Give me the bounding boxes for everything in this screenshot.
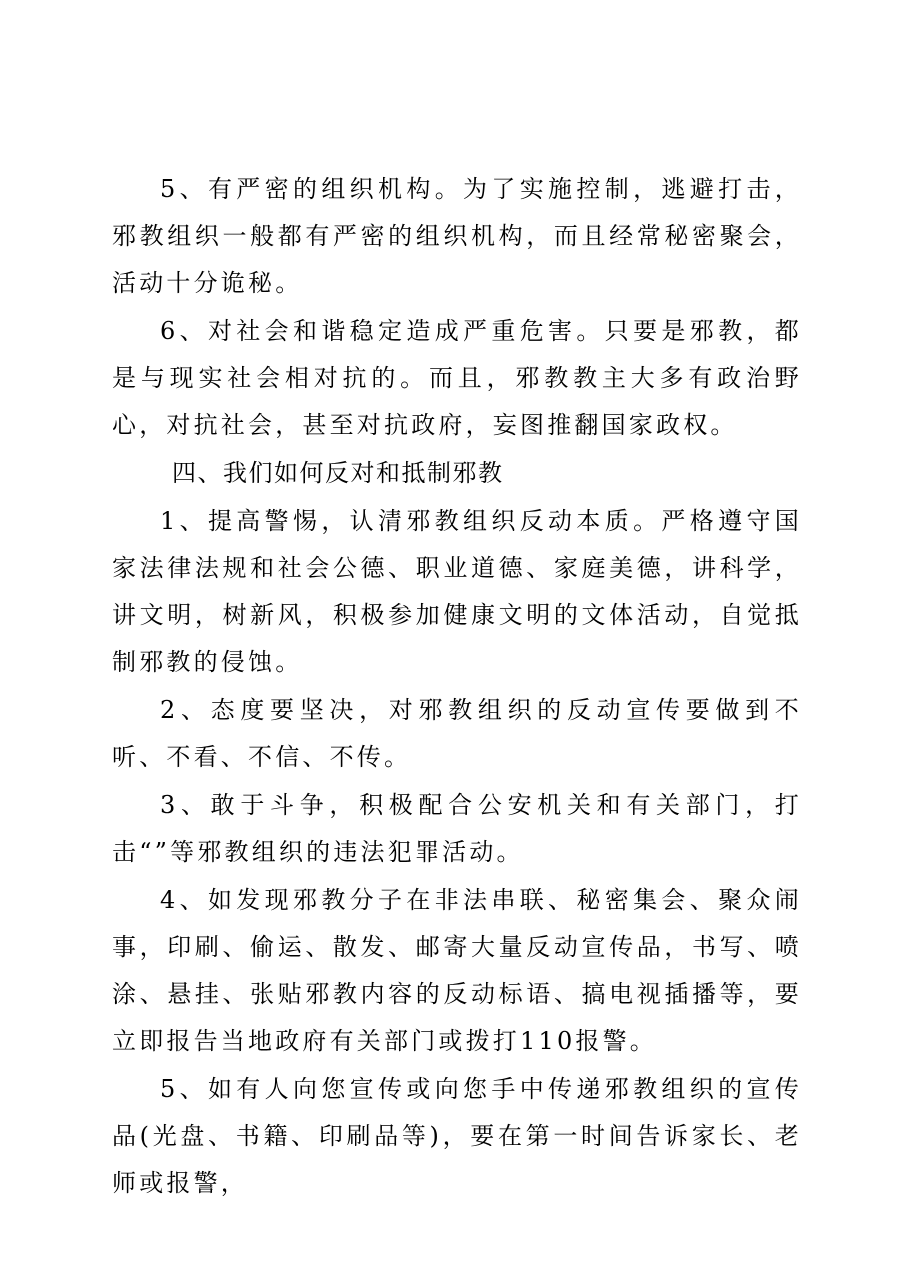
paragraph-6-social-harm: 6、对社会和谐稳定造成严重危害。只要是邪教，都是与现实社会相对抗的。而且，邪教教主大多有政治野心，对抗社会，甚至对抗政府，妄图推翻国家政权。 — [112, 317, 802, 439]
document-body — [112, 166, 802, 1207]
section-heading-4: 四、我们如何反对和抵制邪教 — [172, 459, 504, 487]
paragraph-4-report: 4、如发现邪教分子在非法串联、秘密集会、聚众闹事，印刷、偷运、散发、邮寄大量反动宣传品，书写、喷涂、悬挂、张贴邪教内容的反动标语、搞电视插播等，要立即报告当地政府有关部门或拨打110报警。 — [112, 886, 802, 1055]
paragraph-3-struggle: 3、敢于斗争，积极配合公安机关和有关部门，打击“”等邪教组织的违法犯罪活动。 — [112, 791, 802, 866]
paragraph-5-organization: 5、有严密的组织机构。为了实施控制，逃避打击，邪教组织一般都有严密的组织机构，而且经常秘密聚会，活动十分诡秘。 — [112, 175, 802, 297]
paragraph-1-vigilance: 1、提高警惕，认清邪教组织反动本质。严格遵守国家法律法规和社会公德、职业道德、家庭美德，讲科学，讲文明，树新风，积极参加健康文明的文体活动，自觉抵制邪教的侵蚀。 — [112, 507, 802, 676]
paragraph-2-attitude: 2、态度要坚决，对邪教组织的反动宣传要做到不听、不看、不信、不传。 — [112, 696, 802, 771]
paragraph-5-propaganda: 5、如有人向您宣传或向您手中传递邪教组织的宣传品(光盘、书籍、印刷品等)，要在第一时间告诉家长、老师或报警， — [112, 1075, 802, 1197]
